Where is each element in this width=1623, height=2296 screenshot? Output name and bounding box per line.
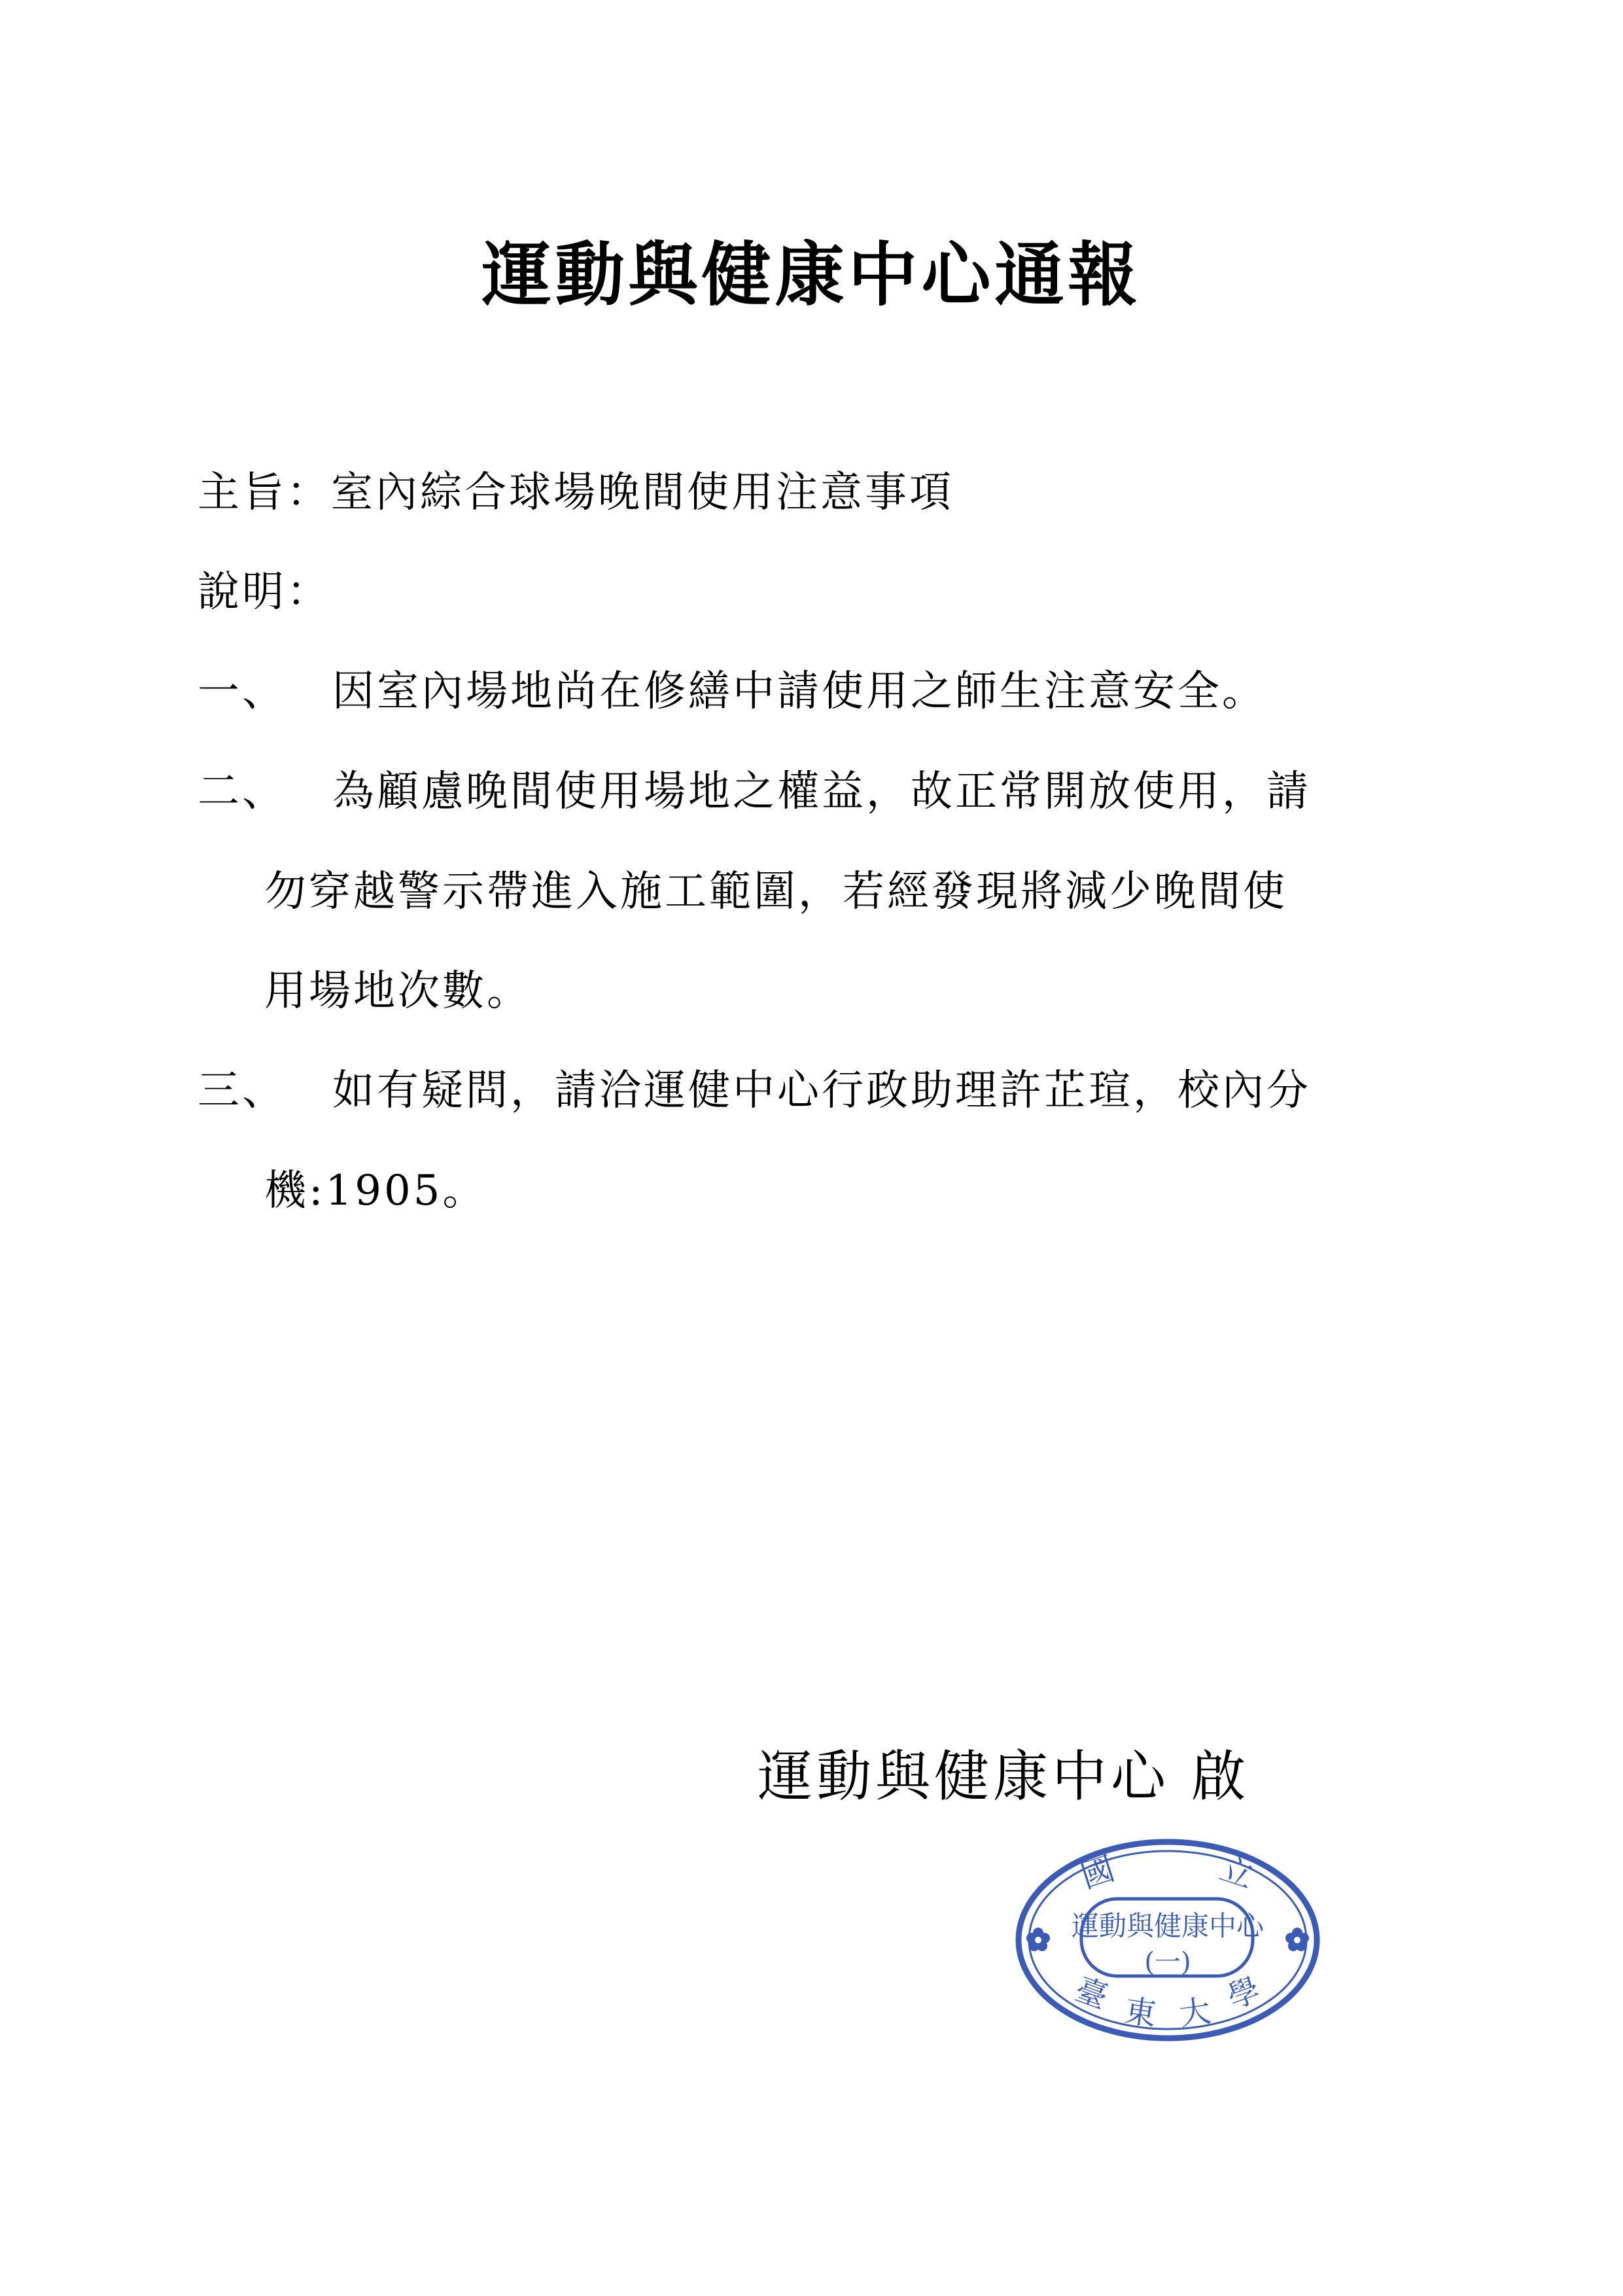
svg-text:運動與健康中心: 運動與健康中心	[1071, 1910, 1265, 1942]
official-seal-icon	[1011, 1832, 1325, 2048]
svg-text:臺: 臺	[1070, 1971, 1113, 2017]
item-text-continued: 勿穿越警示帶進入施工範圍，若經發現將減少晚間使	[264, 868, 1287, 916]
svg-text:學: 學	[1223, 1971, 1265, 2017]
item-text: 因室內場地尚在修繕中請使用之師生注意安全。	[332, 667, 1266, 716]
explanation-label: 說明：	[198, 568, 331, 616]
item-number: 二、	[198, 768, 287, 816]
svg-text:大: 大	[1177, 1992, 1213, 2034]
subject-line: 主旨：室內綜合球場晚間使用注意事項	[198, 468, 954, 517]
item-text-continued: 機:1905。	[264, 1167, 487, 1215]
item-text: 如有疑問，請洽運健中心行政助理許芷瑄，校內分	[332, 1067, 1311, 1115]
item-text-continued: 用場地次數。	[264, 967, 531, 1016]
item-text: 為顧慮晚間使用場地之權益，故正常開放使用，請	[332, 768, 1311, 816]
svg-text:東: 東	[1122, 1992, 1159, 2034]
item-number: 三、	[198, 1067, 287, 1115]
document-title: 運動與健康中心通報	[481, 234, 1142, 315]
signature: 運動與健康中心 啟	[758, 1744, 1250, 1809]
svg-text:國: 國	[1076, 1849, 1119, 1896]
item-number: 一、	[198, 667, 287, 716]
svg-text:(一): (一)	[1144, 1947, 1191, 1977]
svg-text:立: 立	[1215, 1849, 1258, 1896]
